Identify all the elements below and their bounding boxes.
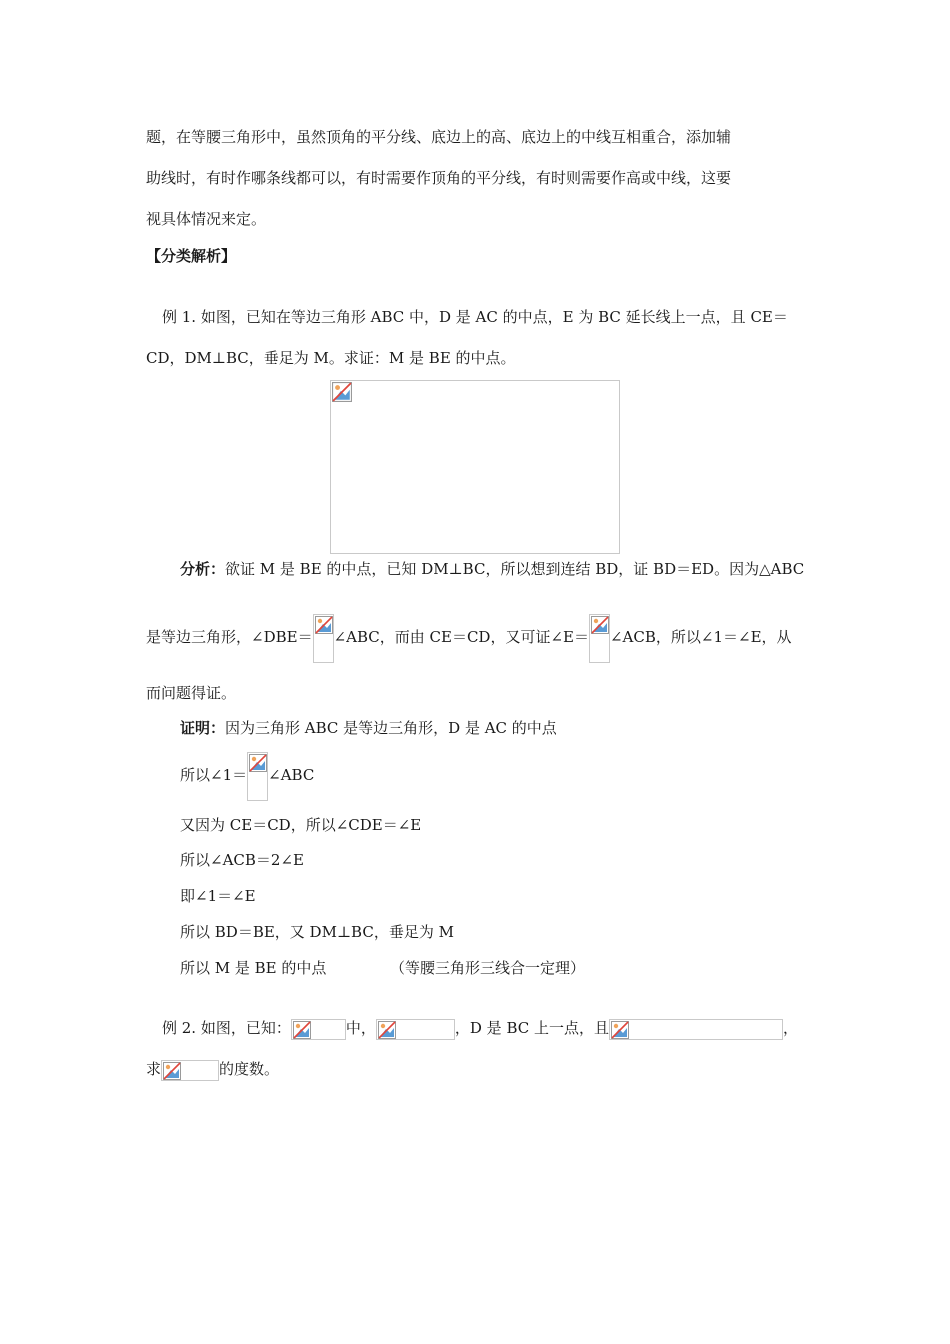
proof-line-7-note: （等腰三角形三线合一定理）	[390, 959, 586, 977]
proof-line-3: 又因为 CE＝CD，所以∠CDE＝∠E	[180, 816, 422, 834]
broken-image-icon	[378, 1021, 396, 1039]
broken-image-icon	[611, 1021, 629, 1039]
formula-image-placeholder	[161, 1060, 219, 1081]
broken-image-icon	[591, 616, 609, 634]
example1-line-1: 例 1. 如图，已知在等边三角形 ABC 中，D 是 AC 的中点，E 为 BC 延长线上一点，且 CE＝	[162, 308, 788, 326]
analysis-text-2a: 是等边三角形，∠DBE＝	[146, 628, 313, 646]
analysis-line-2	[146, 612, 792, 662]
intro-line-3: 视具体情况来定。	[146, 210, 267, 228]
example2-line-2	[146, 1058, 279, 1081]
analysis-text-2b: ∠ABC，而由 CE＝CD，又可证∠E＝	[333, 628, 589, 646]
proof-text-1: 因为三角形 ABC 是等边三角形，D 是 AC 的中点	[225, 719, 557, 737]
fraction-image-placeholder	[247, 752, 268, 801]
example1-line-2: CD，DM⊥BC，垂足为 M。求证：M 是 BE 的中点。	[146, 349, 516, 367]
example2-text-1b: 中，	[345, 1019, 376, 1037]
analysis-line-1	[180, 559, 804, 579]
analysis-text-1: 欲证 M 是 BE 的中点，已知 DM⊥BC，所以想到连结 BD，证 BD＝ED。因为△ABC	[225, 560, 805, 578]
analysis-label: 分析：	[180, 560, 226, 578]
analysis-text-2c: ∠ACB，所以∠1＝∠E，从	[609, 628, 792, 646]
broken-image-icon	[315, 616, 333, 634]
fraction-image-placeholder	[589, 614, 610, 663]
proof-text-2b: ∠ABC	[268, 766, 315, 784]
broken-image-icon	[293, 1021, 311, 1039]
example2-text-2a: 求	[146, 1060, 162, 1078]
broken-image-icon	[163, 1062, 181, 1080]
example2-line-1	[162, 1017, 798, 1040]
example1-figure-placeholder	[330, 380, 620, 554]
proof-line-7: 所以 M 是 BE 的中点	[180, 959, 327, 977]
broken-image-icon	[332, 382, 352, 402]
formula-image-placeholder	[609, 1019, 783, 1040]
fraction-image-placeholder	[313, 614, 334, 663]
formula-image-placeholder	[376, 1019, 455, 1040]
proof-line-4: 所以∠ACB＝2∠E	[180, 851, 304, 869]
intro-line-1: 题，在等腰三角形中，虽然顶角的平分线、底边上的高、底边上的中线互相重合，添加辅	[146, 128, 732, 146]
formula-image-placeholder	[291, 1019, 346, 1040]
example2-text-1a: 例 2. 如图，已知：	[162, 1019, 291, 1037]
section-heading: 【分类解析】	[146, 247, 237, 265]
example2-text-2b: 的度数。	[219, 1060, 280, 1078]
example2-text-1d: ，	[783, 1019, 799, 1037]
proof-line-6: 所以 BD＝BE，又 DM⊥BC，垂足为 M	[180, 923, 454, 941]
proof-text-2a: 所以∠1＝	[180, 766, 248, 784]
example2-text-1c: ，D 是 BC 上一点，且	[454, 1019, 609, 1037]
intro-line-2: 助线时，有时作哪条线都可以，有时需要作顶角的平分线，有时则需要作高或中线，这要	[146, 169, 732, 187]
proof-line-5: 即∠1＝∠E	[180, 887, 256, 905]
proof-line-2	[180, 750, 314, 800]
broken-image-icon	[249, 754, 267, 772]
analysis-line-3: 而问题得证。	[146, 684, 237, 702]
proof-line-1	[180, 718, 557, 738]
proof-label: 证明：	[180, 719, 226, 737]
